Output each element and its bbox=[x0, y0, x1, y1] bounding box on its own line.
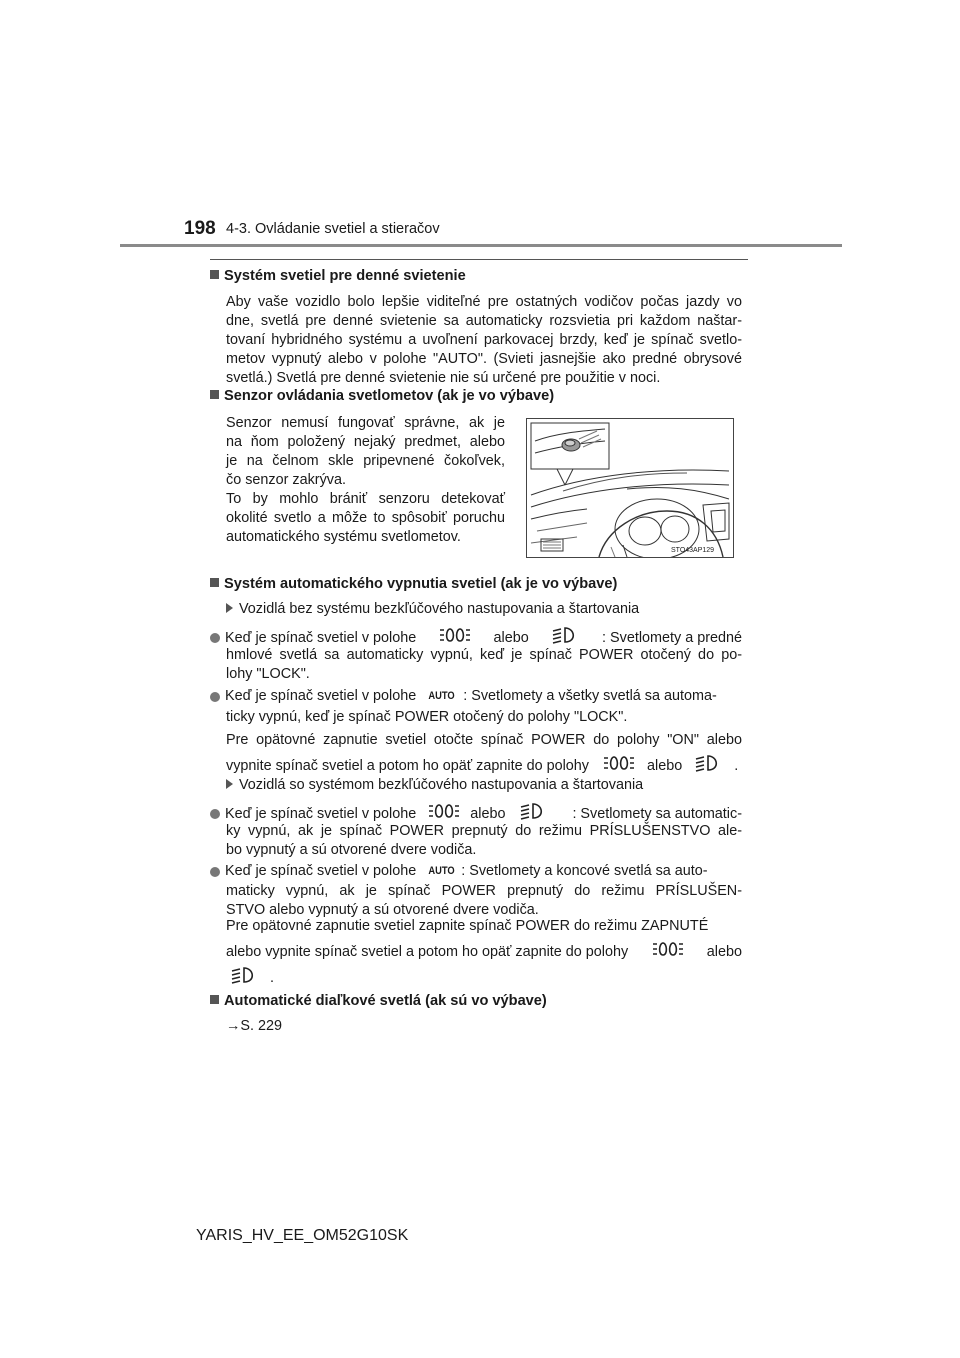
tail-light-icon bbox=[603, 754, 635, 778]
bullet-item-2-line-1: Keď je spínač svetiel v polohe AUTO : Svetlomety a všetky svetlá sa automa- bbox=[210, 687, 742, 706]
round-bullet-icon bbox=[210, 633, 220, 643]
figure-code-label: STO43AP129 bbox=[671, 547, 715, 554]
chapter-title: 4-3. Ovládanie svetiel a stieračov bbox=[226, 221, 440, 237]
bullet-item-1-cont: hmlové svetlá sa automaticky vypnú, keď je spínač POWER otočený do po- lohy "LOCK". bbox=[226, 647, 742, 682]
bullet-item-1-line-1: Keď je spínač svetiel v polohe alebo : Svetlomety a predné bbox=[210, 626, 742, 650]
restore-paragraph-2-line-2: alebo vypnite spínač svetiel a potom ho opäť zapnite do polohy alebo bbox=[226, 940, 742, 964]
square-bullet-icon bbox=[210, 390, 219, 399]
square-bullet-icon bbox=[210, 578, 219, 587]
sensor-paragraph: Senzor nemusí fungovať správne, ak je na ňom položený nejaký predmet, alebo je na čelnom skle pripevnené čokoľvek, čo senzor zakrýva. To by mohlo brániť senzoru detekovať okolité svetlo a môže to spôsobiť poruchu automatického systému svetlometov. bbox=[226, 415, 505, 545]
header-rule bbox=[120, 244, 842, 247]
section-heading-sensor: Senzor ovládania svetlometov (ak je vo výbave) bbox=[210, 388, 554, 404]
triangle-bullet-icon bbox=[226, 603, 233, 613]
square-bullet-icon bbox=[210, 995, 219, 1004]
bullet-item-4-line-1: Keď je spínač svetiel v polohe AUTO : Svetlomety a koncové svetlá sa auto- bbox=[210, 862, 742, 881]
page-reference-link[interactable]: →S. 229 bbox=[226, 1018, 282, 1034]
tail-light-icon bbox=[652, 940, 684, 964]
drl-paragraph: Aby vaše vozidlo bolo lepšie viditeľné pre ostatných vodičov počas jazdy vo dne, svetlá pre denné svietenie sa automaticky rozsvietia pri každom naštar- tovaní hybridného systému a uvoľnení parkovacej brzdy, keď je spínač svetlo- metov vypnutý alebo v polohe "AUTO". (Svieti jasnejšie ako predné obrysové svetlá.) Svetlá pre denné svietenie nie sú určené pre použitie v noci. bbox=[226, 294, 742, 386]
round-bullet-icon bbox=[210, 692, 220, 702]
triangle-bullet-icon bbox=[226, 779, 233, 789]
round-bullet-icon bbox=[210, 867, 220, 877]
bullet-item-3-line-1: Keď je spínač svetiel v polohe alebo : Svetlomety sa automatic- bbox=[210, 802, 742, 826]
section-rule bbox=[210, 259, 748, 260]
headlight-icon bbox=[230, 966, 258, 990]
restore-paragraph-1-line-2: vypnite spínač svetiel a potom ho opäť zapnite do polohy alebo . bbox=[226, 754, 738, 778]
subheading-without-smart-key: Vozidlá bez systému bezkľúčového nastupovania a štartovania bbox=[226, 600, 639, 619]
restore-paragraph-1: Pre opätovné zapnutie svetiel otočte spínač POWER do polohy "ON" alebo bbox=[226, 732, 742, 748]
bullet-item-3-cont: ky vypnú, ak je spínač POWER prepnutý do režimu PRÍSLUŠENSTVO ale- bo vypnutý a sú otvorené dvere vodiča. bbox=[226, 823, 742, 858]
restore-paragraph-2: Pre opätovné zapnutie svetiel zapnite spínač POWER do režimu ZAPNUTÉ bbox=[226, 918, 709, 934]
document-code: YARIS_HV_EE_OM52G10SK bbox=[196, 1227, 409, 1244]
section-heading-highbeam: Automatické diaľkové svetlá (ak sú vo výbave) bbox=[210, 993, 547, 1009]
dashboard-sensor-illustration bbox=[526, 418, 734, 558]
section-heading-drl: Systém svetiel pre denné svietenie bbox=[210, 268, 466, 284]
square-bullet-icon bbox=[210, 270, 219, 279]
auto-mode-icon: AUTO bbox=[428, 865, 455, 877]
subheading-with-smart-key: Vozidlá so systémom bezkľúčového nastupovania a štartovania bbox=[226, 776, 643, 795]
dashboard-illustration-icon bbox=[527, 419, 733, 557]
auto-mode-icon: AUTO bbox=[428, 690, 455, 702]
section-heading-autooff: Systém automatického vypnutia svetiel (ak je vo výbave) bbox=[210, 576, 617, 592]
bullet-item-4-cont: maticky vypnú, ak je spínač POWER prepnutý do režimu PRÍSLUŠEN- STVO alebo vypnutý a sú otvorené dvere vodiča. bbox=[226, 883, 742, 918]
round-bullet-icon bbox=[210, 809, 220, 819]
bullet-item-2-cont: ticky vypnú, keď je spínač POWER otočený do polohy "LOCK". bbox=[226, 709, 628, 725]
page-number: 198 bbox=[184, 218, 216, 239]
headlight-icon bbox=[694, 754, 722, 778]
restore-paragraph-2-line-3: . bbox=[226, 966, 274, 990]
